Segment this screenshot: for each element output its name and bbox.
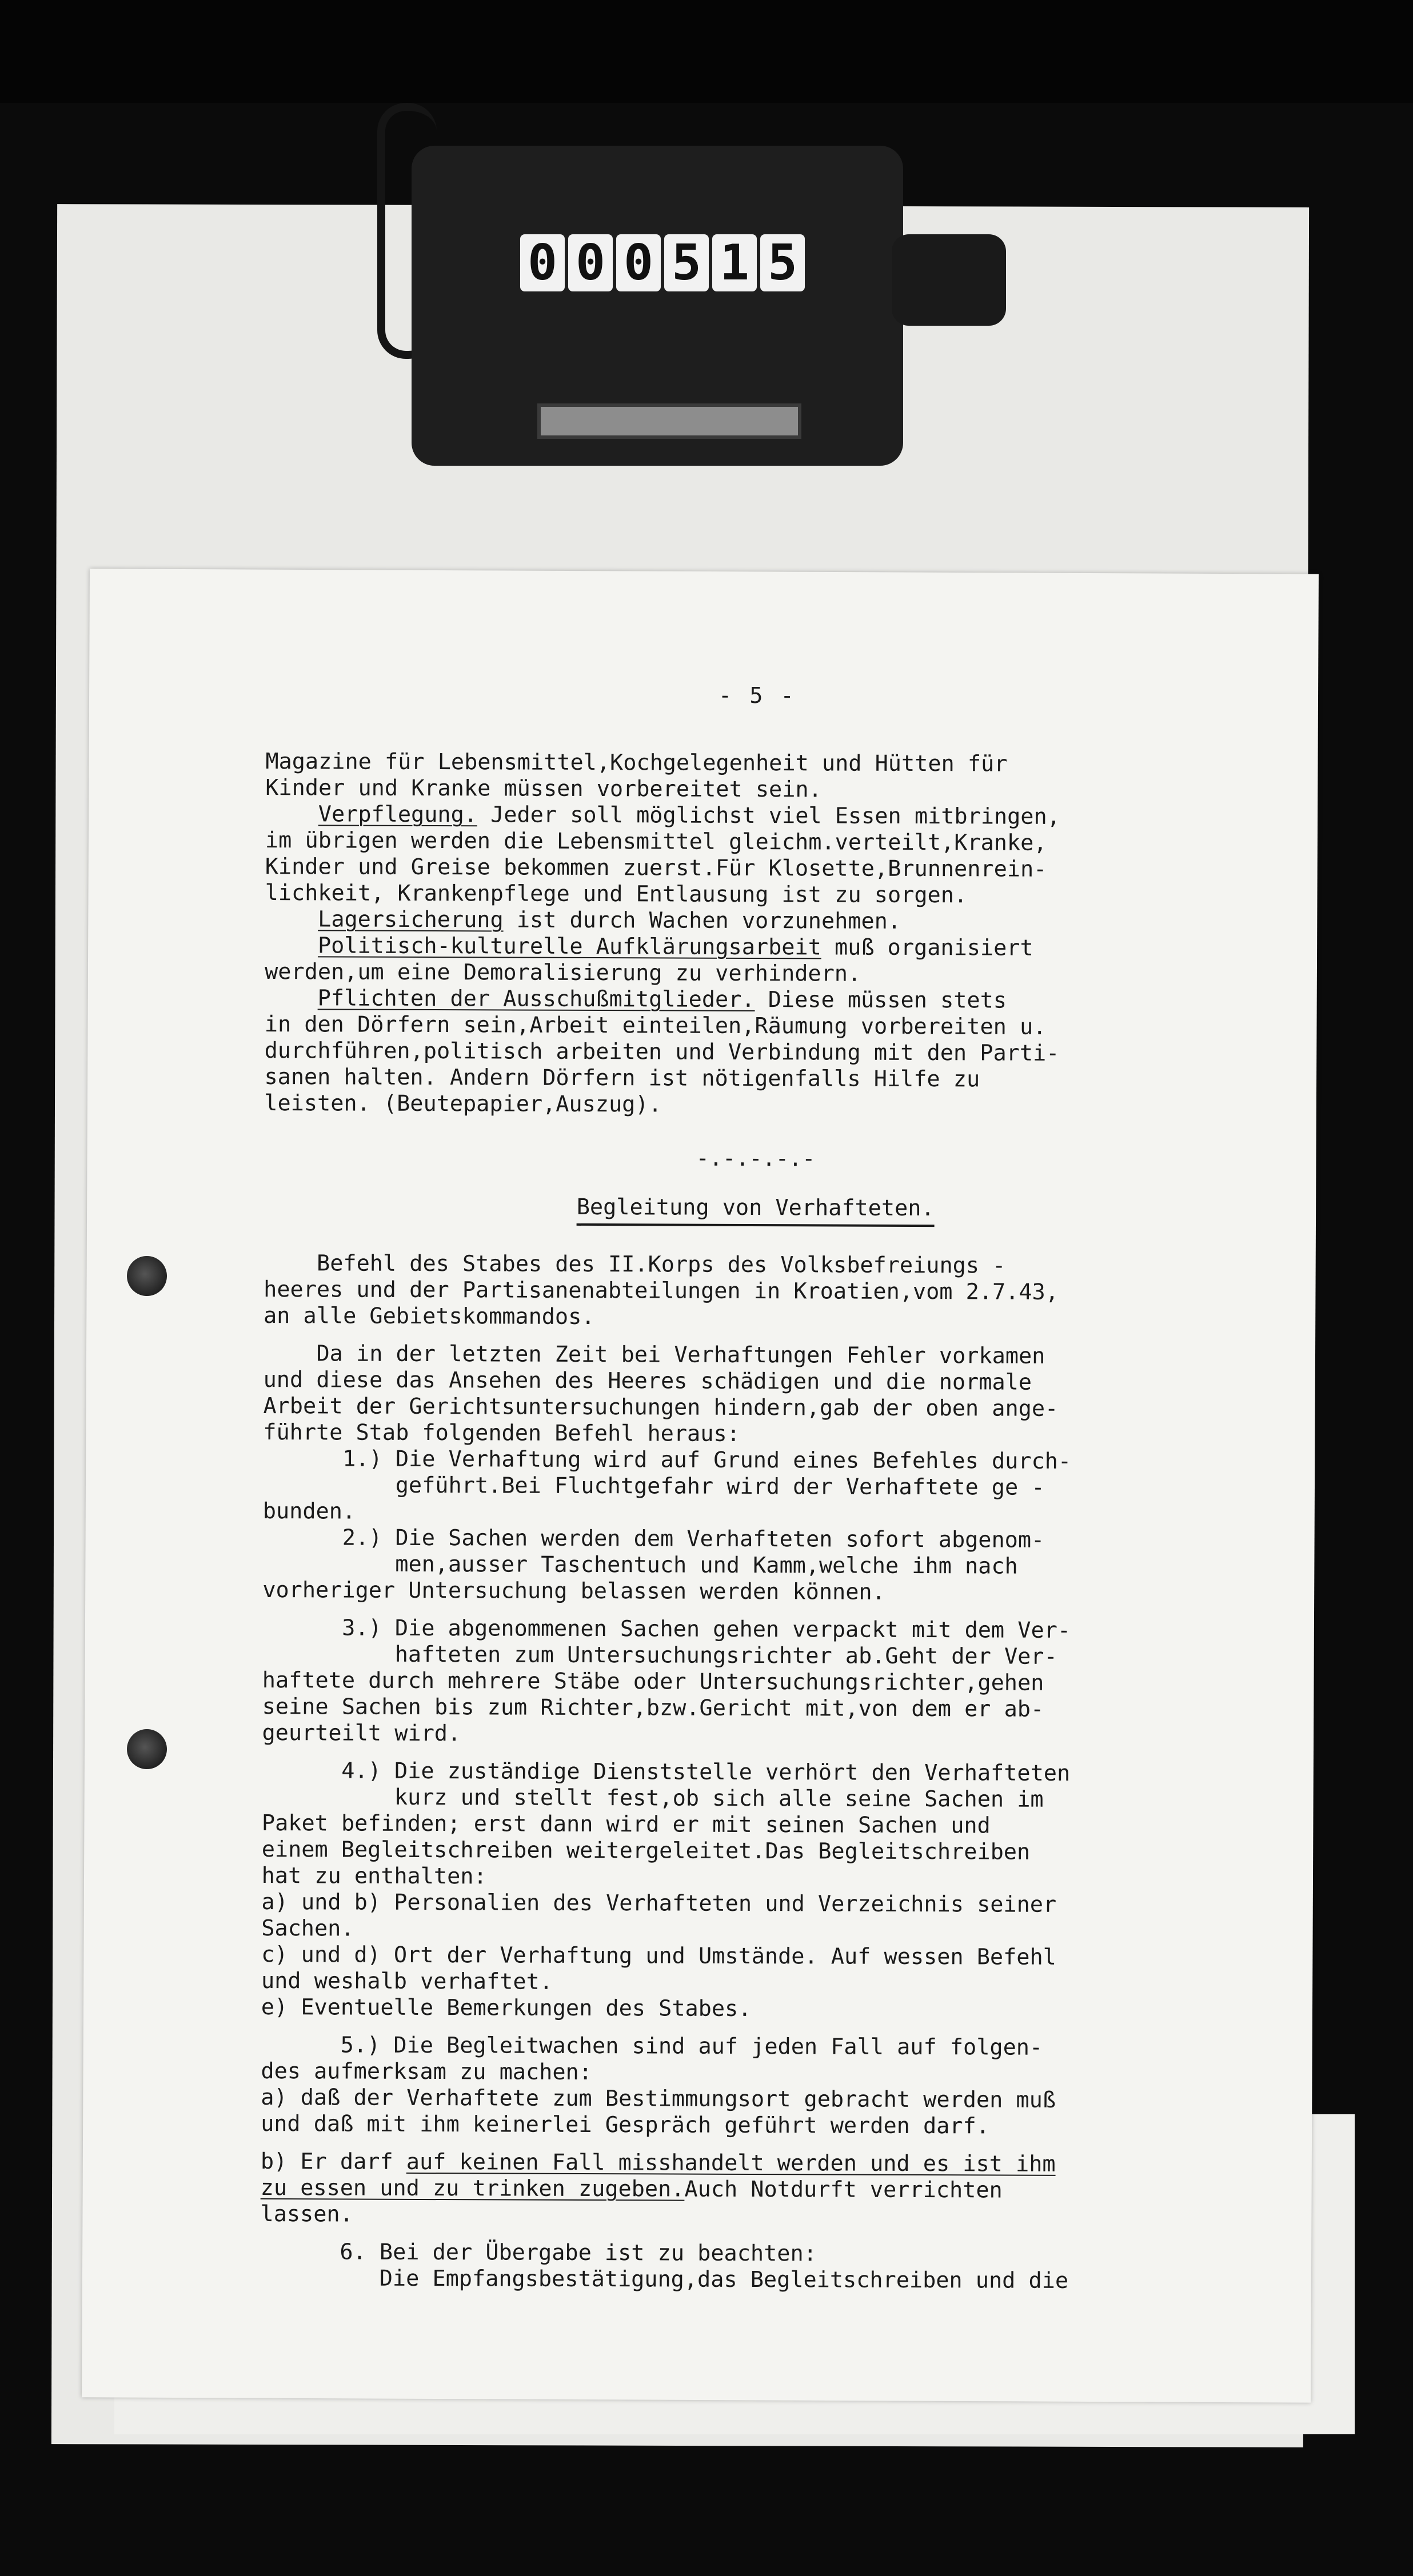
text-line: a) daß der Verhaftete zum Bestimmungsort gebracht werden muß [261, 2084, 1056, 2113]
text-line: Magazine für Lebensmittel,Kochgelegenheit und Hütten für [265, 749, 1008, 777]
text-line: 3.) Die abgenommenen Sachen gehen verpackt mit dem Ver- [262, 1614, 1071, 1643]
text-line: führte Stab folgenden Befehl heraus: [263, 1419, 740, 1447]
text-line: Kinder und Kranke müssen vorbereitet sein. [265, 775, 822, 803]
text-span: Jeder soll möglichst viel Essen mitbringen, [477, 802, 1060, 830]
text-line: 4.) Die zuständige Dienststelle verhört den Verhafteten [262, 1757, 1071, 1786]
text-line: seine Sachen bis zum Richter,bzw.Gericht mit,von dem er ab- [262, 1693, 1044, 1722]
section-heading: Politisch-kulturelle Aufklärungsarbeit [317, 933, 821, 961]
text-line: c) und d) Ort der Verhaftung und Umstände. Auf wessen Befehl [261, 1941, 1056, 1970]
text-line: lassen. [260, 2201, 353, 2227]
text-line: und diese das Ansehen des Heeres schädigen und die normale [263, 1366, 1032, 1395]
counter-digit: 1 [712, 234, 757, 291]
text-line: 6. Bei der Übergabe ist zu beachten: [260, 2238, 817, 2267]
text-line: 5.) Die Begleitwachen sind auf jeden Fall auf folgen- [261, 2031, 1043, 2061]
text-line: Da in der letzten Zeit bei Verhaftungen Fehler vorkamen [263, 1340, 1045, 1369]
text-line: haftete durch mehrere Stäbe oder Untersuchungsrichter,gehen [262, 1667, 1044, 1696]
section-heading: Lagersicherung [318, 906, 504, 933]
underlined-text: auf keinen Fall misshandelt werden und es ist ihm [406, 2149, 1056, 2177]
text-line: heeres und der Partisanenabteilungen in Kroatien,vom 2.7.43, [264, 1277, 1059, 1305]
text-line: in den Dörfern sein,Arbeit einteilen,Räumung vorbereiten u. [264, 1011, 1047, 1040]
text-line: an alle Gebietskommandos. [263, 1303, 595, 1330]
text-span: ist durch Wachen vorzunehmen. [503, 907, 901, 934]
counter-label-plate [537, 403, 801, 439]
text-line: Paket befinden; erst dann wird er mit seinen Sachen und [261, 1810, 991, 1839]
text-span: muß organisiert [821, 934, 1033, 961]
text-line: e) Eventuelle Bemerkungen des Stabes. [261, 1994, 752, 2022]
text-line [265, 985, 1248, 1015]
text-line: Sachen. [261, 1915, 354, 1942]
punch-hole [127, 1256, 167, 1296]
counter-digit: 0 [520, 234, 565, 291]
text-line: des aufmerksam zu machen: [261, 2058, 592, 2086]
text-line: Arbeit der Gerichtsuntersuchungen hindern,gab der oben ange- [263, 1393, 1059, 1422]
text-span: Diese müssen stets [755, 986, 1007, 1014]
text-line: lichkeit, Krankenpflege und Entlausung ist zu sorgen. [265, 880, 968, 909]
text-line: kurz und stellt fest,ob sich alle seine Sachen im [262, 1783, 1044, 1813]
text-line [265, 801, 1248, 831]
text-line [265, 933, 1248, 962]
text-span: Auch Notdurft verrichten [684, 2176, 1003, 2203]
text-line: hafteten zum Untersuchungsrichter ab.Geht der Ver- [262, 1641, 1057, 1670]
section-title [264, 1193, 1247, 1223]
text-line: bunden. [262, 1498, 356, 1525]
section-title-text: Begleitung von Verhafteten. [577, 1194, 935, 1227]
text-line: Die Empfangsbestätigung,das Begleitschreiben und die [260, 2265, 1069, 2294]
text-line: und daß mit ihm keinerlei Gespräch geführt werden darf. [261, 2110, 990, 2139]
text-line: leisten. (Beutepapier,Auszug). [264, 1090, 662, 1118]
text-line: geurteilt wird. [262, 1719, 461, 1747]
underlined-text: zu essen und zu trinken zugeben. [260, 2174, 685, 2202]
text-line: geführt.Bei Fluchtgefahr wird der Verhaftete ge - [262, 1471, 1045, 1501]
page-number: - 5 - [718, 682, 796, 709]
document-text [260, 681, 1249, 2295]
text-line: und weshalb verhaftet. [261, 1967, 553, 1995]
text-line [261, 2175, 1244, 2205]
counter-digit: 0 [568, 234, 613, 291]
text-line: 1.) Die Verhaftung wird auf Grund eines Befehles durch- [263, 1445, 1072, 1474]
section-heading: Verpflegung. [318, 801, 478, 828]
text-line: Kinder und Greise bekommen zuerst.Für Klosette,Brunnenrein- [265, 854, 1047, 882]
counter-digits [520, 234, 805, 291]
text-line: durchführen,politisch arbeiten und Verbindung mit den Parti- [264, 1038, 1060, 1066]
text-line: einem Begleitschreiben weitergeleitet.Das Begleitschreiben [261, 1836, 1031, 1865]
counter-digit: 5 [760, 234, 805, 291]
counter-digit: 5 [664, 234, 709, 291]
counter-digit: 0 [616, 234, 661, 291]
punch-hole [127, 1729, 167, 1769]
text-line [261, 2149, 1244, 2178]
section-heading: Pflichten der Ausschußmitglieder. [317, 985, 755, 1013]
separator: -.-.-.-.- [696, 1145, 816, 1172]
text-line: sanen halten. Andern Dörfern ist nötigenfalls Hilfe zu [264, 1064, 980, 1093]
text-line: men,ausser Taschentuch und Kamm,welche ihm nach [262, 1550, 1018, 1579]
text-line: im übrigen werden die Lebensmittel gleichm.verteilt,Kranke, [265, 827, 1047, 856]
film-border [0, 0, 1413, 103]
text-line: a) und b) Personalien des Verhafteten und Verzeichnis seiner [261, 1889, 1057, 1918]
text-span: b) Er darf [260, 2148, 406, 2175]
text-line [265, 906, 1248, 936]
text-line: hat zu enthalten: [261, 1862, 487, 1890]
counter-knob [892, 234, 1006, 326]
text-line: vorheriger Untersuchung belassen werden können. [262, 1577, 885, 1605]
text-line: werden,um eine Demoralisierung zu verhindern. [265, 959, 861, 987]
text-line: 2.) Die Sachen werden dem Verhafteten sofort abgenom- [262, 1524, 1045, 1553]
text-line: Befehl des Stabes des II.Korps des Volksbefreiungs - [264, 1250, 1006, 1279]
